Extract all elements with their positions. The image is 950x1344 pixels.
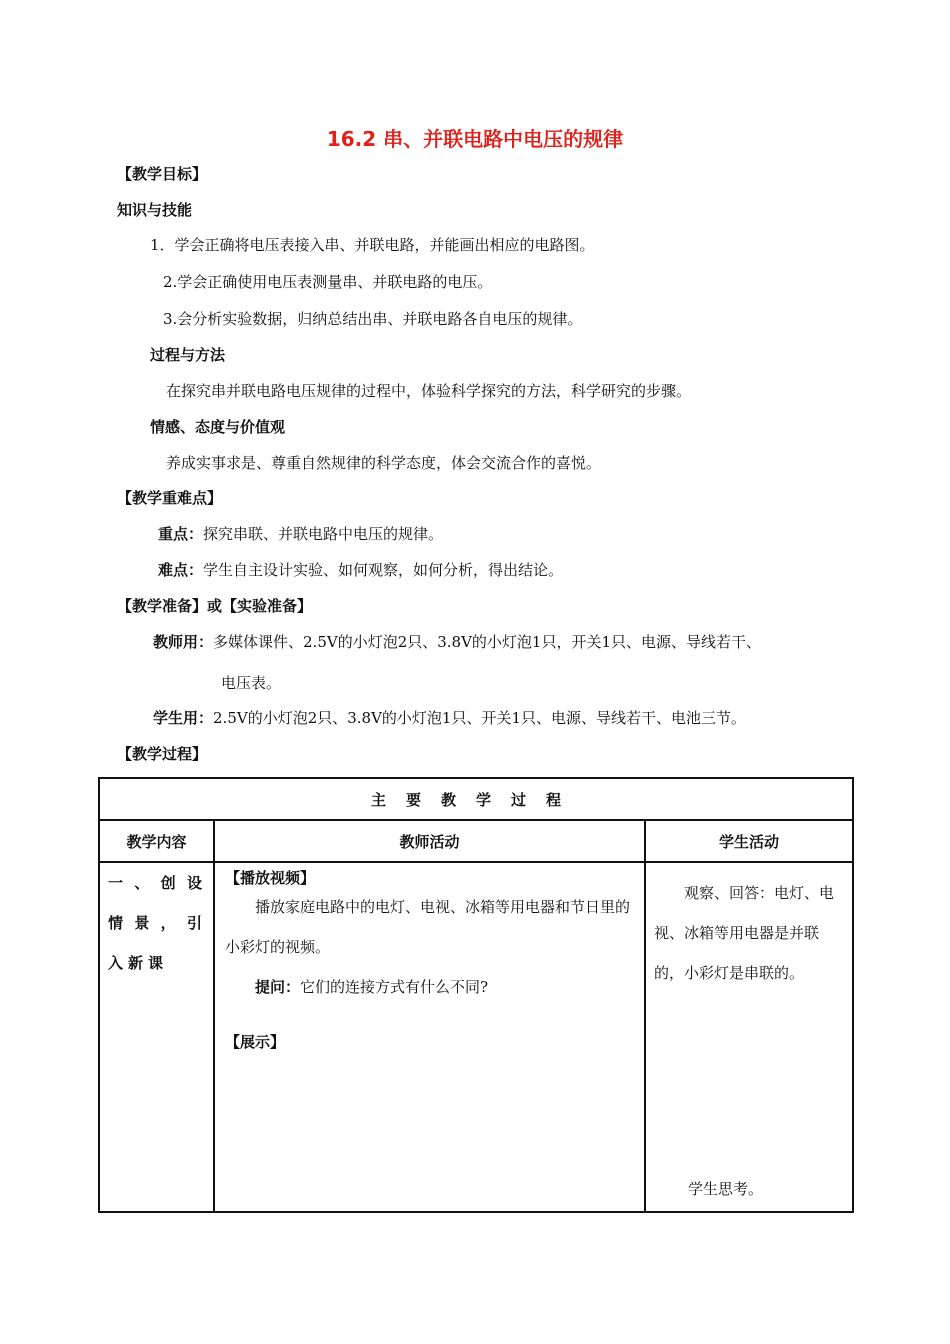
objective-item-1: 1．学会正确将电压表接入串、并联电路，并能画出相应的电路图。 [150,236,595,254]
show-tag: 【展示】 [225,1033,286,1051]
table-title-cell [99,778,853,820]
key-points-heading: 【教学重难点】 [117,489,223,507]
col-header-content: 教学内容 [99,820,214,862]
student-activity-cell [645,862,853,1212]
teaching-process-table [98,777,854,1213]
difficult-point-line [158,560,563,580]
knowledge-heading: 知识与技能 [117,201,193,219]
video-text: 播放家庭电路中的电灯、电视、冰箱等用电器和节日里的小彩灯的视频。 [225,898,631,956]
student-think: 学生思考。 [688,1180,764,1198]
table-row [99,862,853,1212]
page-title: 16.2 串、并联电路中电压的规律 [326,127,624,151]
student-answer: 观察、回答：电灯、电视、冰箱等用电器是并联的，小彩灯是串联的。 [654,884,835,982]
question-line [225,967,634,1007]
teacher-prep-label: 教师用： [153,633,214,651]
emotion-heading: 情感、态度与价值观 [150,418,286,436]
table-header-row [99,820,853,862]
col-header-teacher: 教师活动 [214,820,645,862]
student-prep-line [153,708,746,728]
difficult-text: 学生自主设计实验、如何观察，如何分析，得出结论。 [203,561,564,579]
table-title-row [99,778,853,820]
key-label: 重点： [158,525,204,543]
student-prep-label: 学生用： [153,709,214,727]
content-text: 一、创设情景，引入新课 [108,874,207,972]
student-prep-text: 2.5V的小灯泡2只、3.8V的小灯泡1只、开关1只、电源、导线若干、电池三节。 [213,709,747,727]
question-label: 提问： [255,978,301,996]
table-title: 主要教学过程 [370,790,581,809]
objectives-heading: 【教学目标】 [117,165,208,183]
key-point-line [158,524,443,544]
teacher-prep-line [153,632,761,652]
teacher-activity-cell [214,862,645,1212]
objective-item-2: 2.学会正确使用电压表测量串、并联电路的电压。 [163,273,493,291]
process-text: 在探究串并联电路电压规律的过程中，体验科学探究的方法，科学研究的步骤。 [166,382,692,400]
video-tag: 【播放视频】 [225,869,316,887]
difficult-label: 难点： [158,561,204,579]
col-header-student: 学生活动 [645,820,853,862]
preparation-heading: 【教学准备】或【实验准备】 [117,597,313,615]
key-text: 探究串联、并联电路中电压的规律。 [203,525,444,543]
process-heading: 过程与方法 [150,346,226,364]
process-section-heading: 【教学过程】 [117,745,208,763]
question-text: 它们的连接方式有什么不同? [300,978,489,996]
content-cell [99,862,214,1212]
teacher-prep-text: 多媒体课件、2.5V的小灯泡2只、3.8V的小灯泡1只，开关1只、电源、导线若干、 [213,633,762,651]
objective-item-3: 3.会分析实验数据，归纳总结出串、并联电路各自电压的规律。 [163,310,583,328]
teacher-prep-text-2: 电压表。 [221,674,282,692]
emotion-text: 养成实事求是、尊重自然规律的科学态度，体会交流合作的喜悦。 [166,454,602,472]
